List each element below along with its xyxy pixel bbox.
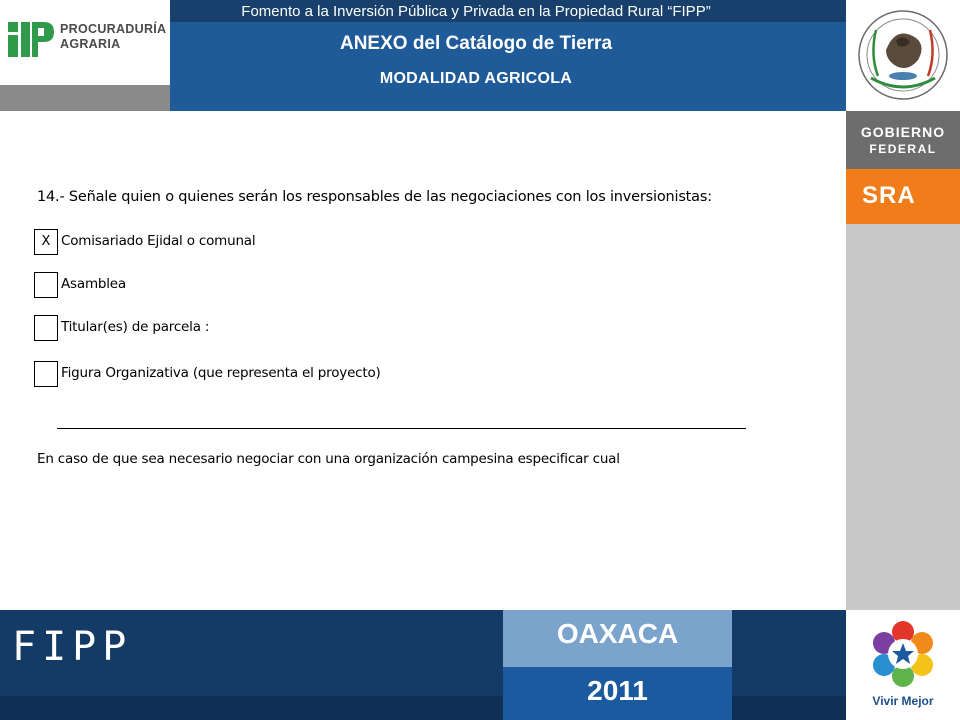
logo-line-2: AGRARIA (60, 37, 121, 51)
question-14: 14.- Señale quien o quienes serán los responsables de las negociaciones con los inversionistas: (37, 189, 712, 205)
year-panel (503, 667, 732, 720)
coat-of-arms-panel (846, 0, 960, 111)
state-panel (503, 610, 732, 667)
header-modality: MODALIDAD AGRICOLA (379, 70, 573, 87)
vivir-mejor-label: Vivir Mejor (872, 694, 934, 708)
sra-label: SRA (862, 182, 916, 209)
gobierno-label: GOBIERNO (860, 124, 946, 140)
header-banner (170, 0, 846, 111)
state-name: OAXACA (556, 618, 679, 649)
answer-line[interactable] (57, 428, 746, 429)
federal-label: FEDERAL (869, 142, 937, 156)
vivir-mejor-logo (846, 610, 960, 720)
option-checkbox[interactable] (34, 315, 58, 341)
vivir-mejor-logo-icon (846, 610, 960, 694)
logo-line-1: PROCURADURÍA (60, 22, 167, 36)
footer (0, 610, 846, 720)
organization-note: En caso de que sea necesario negociar con una organización campesina especificar cual (37, 451, 620, 467)
gobierno-federal-panel (846, 111, 960, 169)
footer-program-name: FIPP (12, 624, 133, 670)
sra-panel (846, 169, 960, 224)
header-annex-title: ANEXO del Catálogo de Tierra (339, 33, 613, 54)
option-checkbox[interactable] (34, 272, 58, 298)
logo-grey-strip (0, 85, 170, 111)
procuraduria-agraria-logo-icon (8, 20, 54, 58)
option-checkbox[interactable] (34, 361, 58, 387)
option-label: Comisariado Ejidal o comunal (61, 233, 256, 249)
option-label: Figura Organizativa (que representa el proyecto) (61, 365, 381, 381)
mexican-coat-of-arms-icon (846, 0, 960, 111)
option-label: Titular(es) de parcela : (61, 319, 210, 335)
procuraduria-agraria-logo (0, 0, 170, 85)
option-checkbox[interactable]: X (34, 229, 58, 255)
year-value: 2011 (587, 675, 648, 706)
header-program-title: Fomento a la Inversión Pública y Privada en la Propiedad Rural “FIPP” (241, 3, 711, 20)
option-label: Asamblea (61, 276, 126, 292)
